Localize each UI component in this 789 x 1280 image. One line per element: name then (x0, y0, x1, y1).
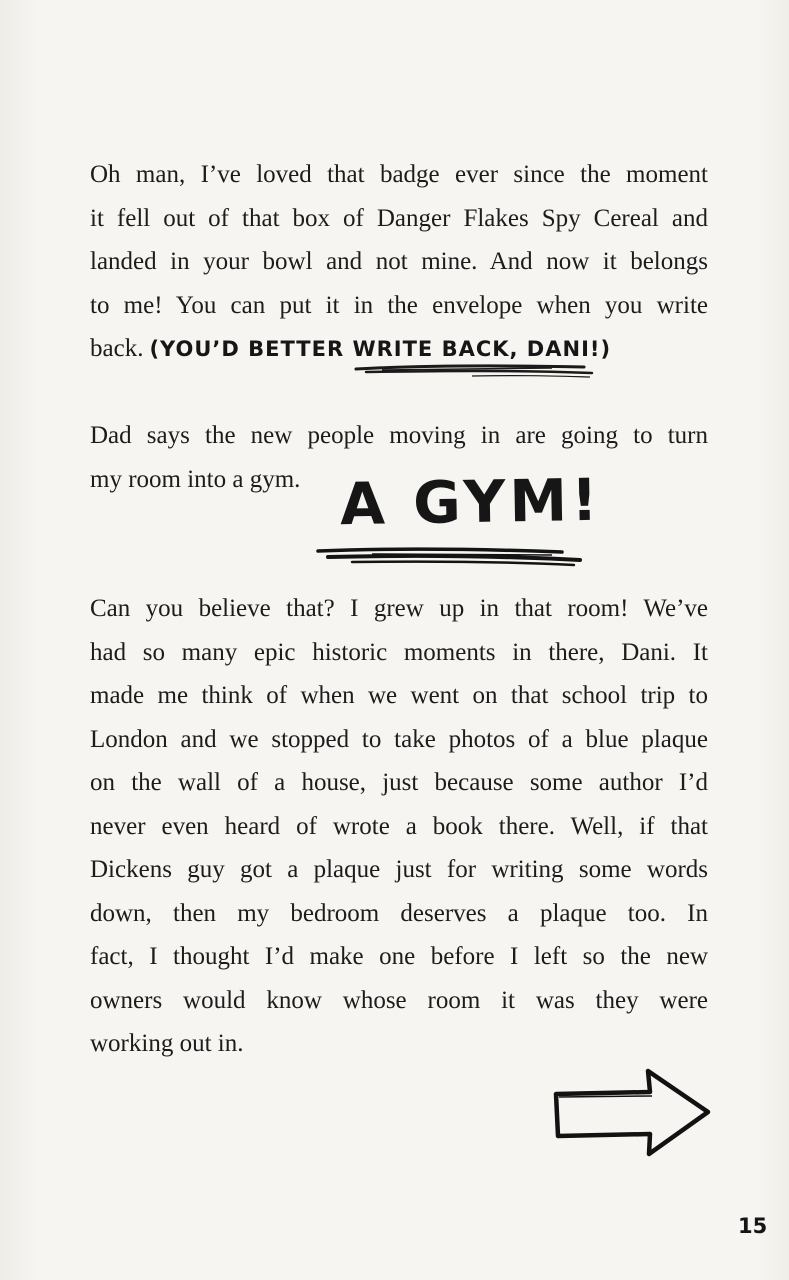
paragraph-badge (90, 153, 708, 372)
text-line: it fell out of that box of Danger Flakes Spy Cereal and (90, 204, 708, 232)
text-line-last: my room into a gym. (90, 465, 301, 493)
text-line: made me think of when we went on that school trip to (90, 682, 708, 709)
text-line: Oh man, I’ve loved that badge ever since the moment (90, 161, 708, 188)
text-line: London and we stopped to take photos of a blue plaque (90, 725, 708, 753)
text-fragment: back. (90, 335, 144, 362)
text-line: had so many epic historic moments in there, Dani. It (90, 638, 708, 666)
text-line: down, then my bedroom deserves a plaque too. In (90, 899, 708, 927)
handwritten-aside: (YOU’D BETTER WRITE BACK, DANI!) (149, 337, 612, 361)
hand-underline-large (312, 544, 592, 570)
text-line: to me! You can put it in the envelope when you write (90, 291, 708, 319)
text-line-last: working out in. (90, 1030, 244, 1057)
handwritten-exclamation: A GYM! (339, 465, 603, 539)
page-number: 15 (738, 1214, 768, 1238)
text-line: landed in your bowl and not mine. And now it belongs (90, 248, 708, 275)
hand-underline-small (352, 362, 597, 380)
text-line: owners would know whose room it was they were (90, 986, 708, 1014)
text-line: Dickens guy got a plaque just for writing some words (90, 856, 708, 883)
right-arrow-icon[interactable] (548, 1066, 716, 1160)
text-line: Dad says the new people moving in are going to turn (90, 422, 708, 449)
paragraph-plaque (90, 587, 708, 1066)
text-line: never even heard of wrote a book there. Well, if that (90, 812, 708, 840)
text-line: on the wall of a house, just because some author I’d (90, 769, 708, 796)
text-line: fact, I thought I’d make one before I left so the new (90, 943, 708, 970)
text-line: Can you believe that? I grew up in that room! We’ve (90, 595, 708, 622)
